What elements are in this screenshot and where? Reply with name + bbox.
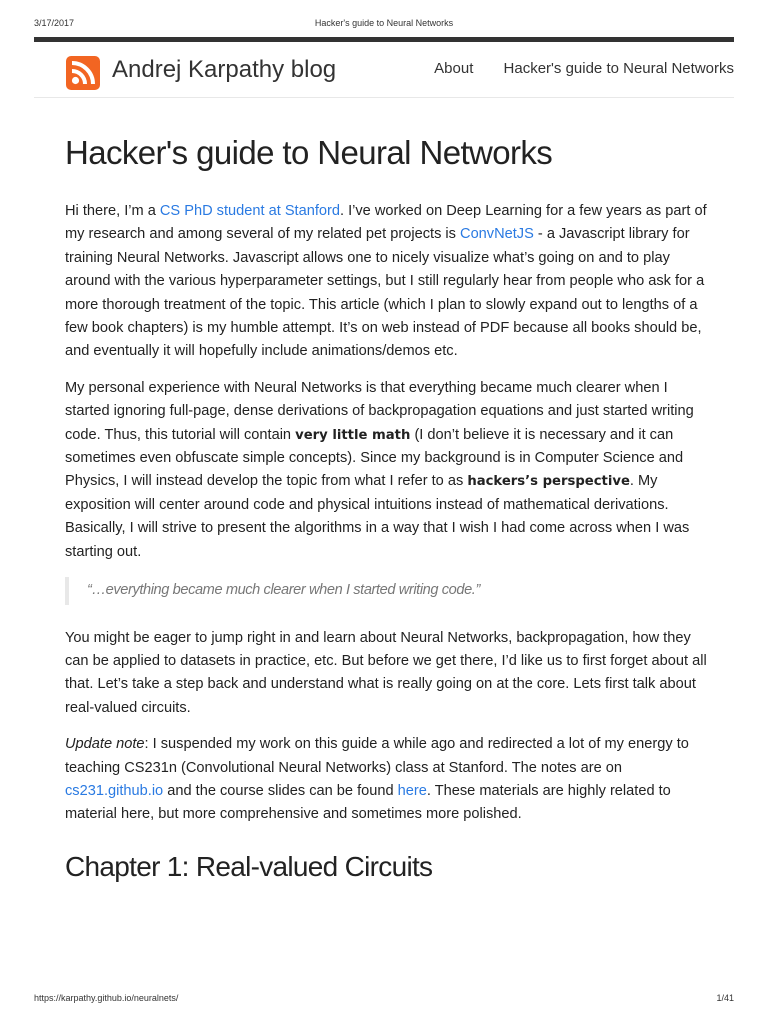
print-date: 3/17/2017 bbox=[34, 18, 75, 28]
text-span: . My exposition will center around code and physical intuitions instead of mathematical derivations. Basically, I will strive to present the algorithms in a way that I wish I had come across when I was starting out. bbox=[65, 473, 690, 560]
text-span: Hi there, I’m a bbox=[65, 203, 160, 219]
link-course-slides-here[interactable]: here bbox=[397, 782, 427, 799]
paragraph-experience bbox=[65, 377, 710, 564]
print-page-number: 1/41 bbox=[716, 993, 734, 1003]
post-title: Hacker's guide to Neural Networks bbox=[65, 134, 553, 171]
post-content bbox=[65, 200, 710, 882]
chapter-1-heading: Chapter 1: Real-valued Circuits bbox=[65, 850, 433, 882]
text-span: - a Javascript library for training Neural Networks. Javascript allows one to nicely visualize what’s going on and to play around with the various hyperparameter settings, but I still regularly hear from people who ask for a more thorough treatment of the topic. This article (which I plan to slowly expand out to lengths of a few book chapters) is my humble attempt. It’s on web instead of PDF because all books should be, and eventually it will hopefully include animations/demos etc. bbox=[65, 226, 705, 360]
print-doc-title: Hacker's guide to Neural Networks bbox=[314, 18, 454, 28]
site-header bbox=[34, 42, 734, 98]
link-convnetjs[interactable]: ConvNetJS bbox=[460, 226, 534, 243]
print-footer-url: https://karpathy.github.io/neuralnets/ bbox=[34, 993, 179, 1003]
text-span: : I suspended my work on this guide a while ago and redirected a lot of my energy to teaching CS231n (Convolutional Neural Networks) class at Stanford. The notes are on bbox=[65, 736, 689, 776]
update-note-label: Update note bbox=[65, 736, 145, 753]
text-span: My personal experience with Neural Networks is that everything became much clearer when I started ignoring full-page, dense derivations of backpropagation equations and just started writing code. Thus, this tutorial will contain bbox=[65, 379, 694, 443]
text-span: and the course slides can be found bbox=[163, 782, 398, 799]
paragraph-update-note bbox=[65, 733, 710, 827]
bold-hackers-perspective: hackers’s perspective bbox=[467, 474, 630, 490]
rss-icon[interactable] bbox=[66, 56, 100, 90]
pull-quote: “…everything became much clearer when I started writing code.” bbox=[65, 577, 710, 604]
bold-very-little-math: very little math bbox=[295, 427, 411, 443]
link-cs231-github[interactable]: cs231.github.io bbox=[65, 782, 164, 799]
paragraph-intro bbox=[65, 200, 710, 364]
link-cs-phd-stanford[interactable]: CS PhD student at Stanford bbox=[159, 203, 340, 219]
text-span: (I don’t believe it is necessary and it can sometimes even obfuscate simple concepts). Since my background is in Computer Science and Physics, I will instead develop the topic from what I refer to as bbox=[65, 426, 684, 490]
site-title-link[interactable]: Andrej Karpathy blog bbox=[112, 56, 337, 83]
paragraph-real-valued-circuits: You might be eager to jump right in and learn about Neural Networks, backpropagation, how they can be applied to datasets in practice, etc. But before we get there, I’d like us to first forget about all that. Let’s take a step back and understand what is really going on at the core. Lets first talk about real-valued circuits. bbox=[65, 629, 707, 716]
print-header bbox=[34, 18, 734, 30]
nav-link-about[interactable]: About bbox=[434, 60, 474, 77]
text-span: . These materials are highly related to material here, but more comprehensive and sometimes more polished. bbox=[65, 782, 671, 823]
text-span: . I’ve worked on Deep Learning for a few years as part of my research and among several of my related pet projects is bbox=[65, 203, 707, 243]
site-nav bbox=[408, 60, 734, 77]
nav-link-hackers-guide[interactable]: Hacker's guide to Neural Networks bbox=[503, 60, 734, 77]
